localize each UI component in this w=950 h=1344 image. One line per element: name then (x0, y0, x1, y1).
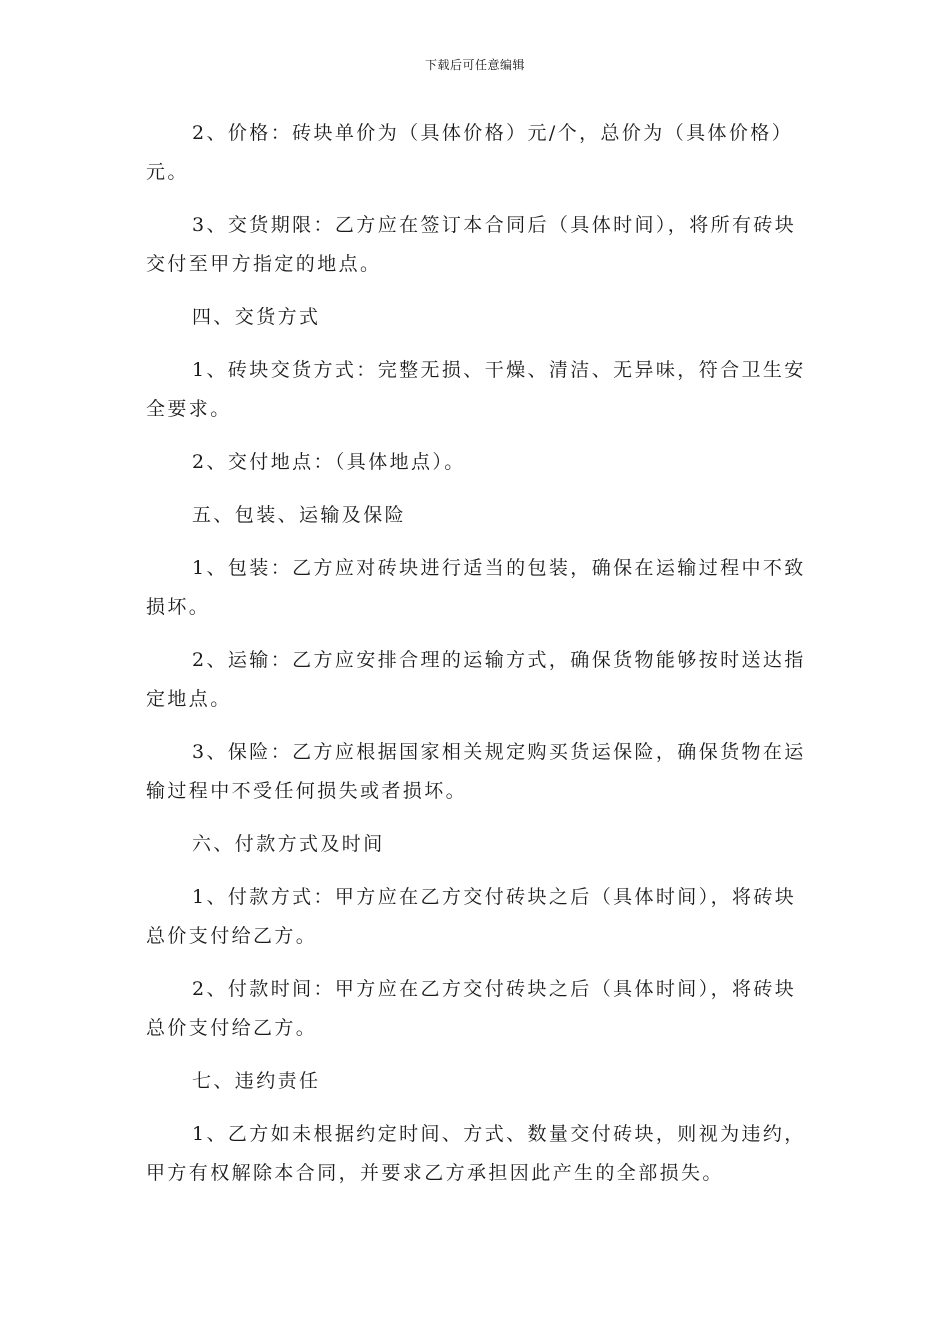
clause-price: 2、价格：砖块单价为（具体价格）元/个，总价为（具体价格）元。 (146, 122, 794, 183)
contract-body (146, 114, 810, 1207)
clause-payment-method: 1、付款方式：甲方应在乙方交付砖块之后（具体时间），将砖块总价支付给乙方。 (146, 886, 797, 947)
section-heading-delivery-method: 四、交货方式 (192, 306, 321, 328)
section-heading-payment: 六、付款方式及时间 (192, 833, 385, 855)
clause-delivery-deadline: 3、交货期限：乙方应在签订本合同后（具体时间），将所有砖块交付至甲方指定的地点。 (146, 214, 797, 275)
clause-delivery-location: 2、交付地点：（具体地点）。 (192, 451, 466, 473)
page-header-note: 下载后可任意编辑 (424, 58, 525, 72)
clause-breach: 1、乙方如未根据约定时间、方式、数量交付砖块，则视为违约，甲方有权解除本合同，并要求乙方承担因此产生的全部损失。 (146, 1123, 806, 1184)
clause-payment-time: 2、付款时间：甲方应在乙方交付砖块之后（具体时间），将砖块总价支付给乙方。 (146, 978, 797, 1039)
section-heading-packaging: 五、包装、运输及保险 (192, 504, 407, 526)
section-heading-liability: 七、违约责任 (192, 1070, 321, 1092)
clause-packaging: 1、包装：乙方应对砖块进行适当的包装，确保在运输过程中不致损坏。 (146, 557, 806, 618)
clause-delivery-condition: 1、砖块交货方式：完整无损、干燥、清洁、无异味，符合卫生安全要求。 (146, 359, 806, 420)
clause-transport: 2、运输：乙方应安排合理的运输方式，确保货物能够按时送达指定地点。 (146, 649, 806, 710)
clause-insurance: 3、保险：乙方应根据国家相关规定购买货运保险，确保货物在运输过程中不受任何损失或者损坏。 (146, 741, 806, 802)
